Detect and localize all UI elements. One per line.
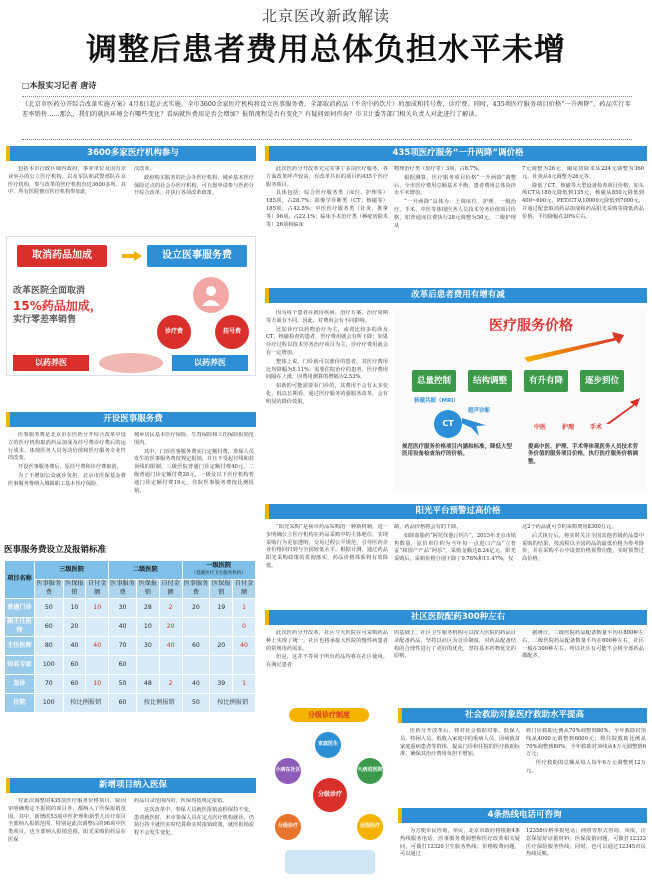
table-row-header: 知名专家 (5, 656, 35, 675)
table-group-header: 二级医院 (109, 561, 182, 580)
s1-col1: 包括本市行政区域内政府、事业单位及国有企业举办的公立医疗机构，以及军队和武警部队在京医疗机构，参与改革的医疗机构有近3600多所。其中，所有医院便宜医疗机构参加此 (8, 166, 126, 196)
table-cell (210, 656, 233, 675)
table-cell: 50 (35, 599, 64, 618)
table-cell: 10 (63, 599, 86, 618)
table-cell: 2 (159, 599, 182, 618)
s8-col1: 对此次调整的435项医疗服务价格项目，除因审明确规定不报销的项目外，都纳入了医保报销范围。其中，新增的53项中医护理和新型儿诊疗项目全部纳入报销范围，特别是此次调整后的96项中医类项目，也全部纳入报销范围。阳光采购的药品在医保 (8, 798, 126, 843)
table-subheader: 自付金额 (86, 580, 109, 599)
s9-col1: 为方便市民咨询，举民，北京市政府将根据4条热线服务电话，医事服务费调整和医疗改革相关疑问，可拨打12320卫生服务热线；价格收费问题，可以通过 (400, 828, 520, 858)
table-group-header: 三级医院 (35, 561, 109, 580)
table-cell: 28 (136, 599, 159, 618)
price-infographic (394, 310, 646, 490)
table-row (5, 675, 256, 694)
nursing-label: 护理 (562, 424, 575, 431)
reform-infographic (6, 236, 256, 376)
table-cell: 39 (210, 675, 233, 694)
table-cell: 1 (233, 599, 256, 618)
table-cell: 19 (210, 599, 233, 618)
table-cell (136, 656, 159, 675)
trend-arrow-icon (524, 332, 624, 362)
table-cell: 1 (233, 675, 256, 694)
section-title-cost-change: 改革后患者费用有增有减 (265, 288, 647, 303)
price-infographic-title: 医疗服务价格 (489, 318, 573, 334)
graded-center-badge: 分级诊疗 (313, 778, 347, 812)
table-cell: 80 (35, 637, 64, 656)
byline: □本报实习记者 唐诗 (22, 81, 97, 90)
table-cell (233, 656, 256, 675)
table-cell: 60 (109, 656, 137, 675)
graded-care-title: 分级诊疗制度 (289, 708, 369, 722)
fee-badge-registration: 挂号费 (215, 315, 249, 349)
right-label: 以药养医 (172, 355, 248, 371)
table-cell: 按比例报销 (136, 694, 182, 713)
doctor-icon (193, 277, 229, 313)
caption-left: 规范医疗服务价格项目内涵和标准，降低大型医用设备检查治疗的价格。 (402, 444, 513, 458)
table-cell: 0 (233, 618, 256, 637)
s4-col1: 因为每个患者在就诊疾病、治疗方案、治疗周期等方面有不同，因此，对费用会有不同影响。 比如诊疗以药物治疗为主，或者比较多的涉及CT、核磁检查的患者，医疗费用就会有所下降；如果诊疗过程以技术劳务治疗项目为主，诊疗疗费用就会有一定增加。 整体上说，门诊就可以涨价的患者，其医疗费用比均降幅为5.11%；需要住院治疗的患者，医疗费用间隔在上涨，因费用测算的增幅为2.53%。 如新的可能需要看门诊的，其费用不会有太多变化，低以长期看，通过医疗服务的强服务改革，会有明显的降价效果。 (266, 310, 388, 405)
balance-icon (99, 353, 163, 373)
lead-box (22, 96, 632, 140)
s3-col1: 医事服务费是北京市在医药分开综合改革中设立的医疗机构取消药品加成及挂号费诊疗费后的运行成本，体现医务人员劳动价值和医疗服务专业性的改变。 开设医事服务费后，原挂号费和诊疗费取消。 为了不增加公众就诊负担，北京市医保基金将医事服务费纳入城镇职工基本医疗保险、 (8, 432, 126, 487)
mri-label: 核磁共振（MRI） (414, 398, 459, 404)
up-arrow-icon (606, 398, 640, 424)
table-cell (86, 618, 109, 637)
surgery-label: 手术 (590, 424, 603, 431)
table-subheader: 医保报销 (136, 580, 159, 599)
table-cell: 按比例报销 (63, 694, 109, 713)
headline: 调整后患者费用总体负担水平未增 (86, 32, 566, 68)
table-cell: 30 (109, 599, 137, 618)
graded-care-graphic (265, 702, 393, 882)
city-skyline-icon (285, 850, 375, 874)
price-step-2: 结构调整 (468, 370, 512, 392)
price-step-1: 总量控制 (412, 370, 456, 392)
table-cell: 48 (136, 675, 159, 694)
section-title-insurance: 新增项目纳入医保 (6, 778, 256, 793)
table-cell: 40 (159, 637, 182, 656)
table-cell: 2 (159, 675, 182, 694)
section-title-435: 435项医疗服务“一升两降”调价格 (265, 146, 647, 161)
table-subheader: 医保报销 (63, 580, 86, 599)
table-cell: 50 (109, 675, 137, 694)
table-cell: 30 (136, 637, 159, 656)
caption-right: 提高中医、护理、手术等体现医务人员技术劳务价值的服务项目价格，执行医疗服务价格调整。 (528, 444, 639, 465)
table-cell: 60 (35, 618, 64, 637)
table-subheader: 自付金额 (233, 580, 256, 599)
table-cell: 70 (35, 675, 64, 694)
s1-col2: 次改革。 政府购买服务的社会办医疗机构，城乡基本医疗保险定点的社会办医疗机构，可自愿申请参与医药分开综合改革，并执行各项改革政策。 (134, 166, 254, 197)
tcm-label: 中医 (534, 424, 547, 431)
section-title-sunshine: 阳光平台预警过高价格 (265, 504, 647, 519)
section-title-assistance: 社会救助对象医疗救助水平提高 (398, 708, 647, 723)
table-subheader: 自付金额 (159, 580, 182, 599)
down-arrow-icon (462, 418, 486, 436)
s5-col1: “阳光采购”是我市药品采购的一种新机制，进一步明确公立医疗机构在药品采购中的主体地位，实现采购行为更加透明、交易过程公平规范，引导医药企业价格回归到与全国较低水平。根据计测，通过药品阳光采购政策的贯彻落实，药品价格体系将有效降低。 (266, 524, 388, 569)
table-cell: 60 (182, 637, 210, 656)
fee-badge-diagnosis: 诊疗费 (157, 315, 191, 349)
table-subheader: 医事服务费 (182, 580, 210, 599)
s6-col2: 的基础上，社区卫生服务机构可以按大医院的药品目录配备药品，坚持以社区为首诊制度，对药品配备结构的合理性进行了更好的优化，坚持基本药物优先的原则。 (394, 630, 516, 660)
price-step-4: 逐步到位 (580, 370, 624, 392)
table-row-header: 普通门诊 (5, 599, 35, 618)
section-title-service-fee: 开设医事服务费 (6, 412, 256, 427)
arrow-icon (122, 251, 142, 261)
table-cell (210, 618, 233, 637)
table-cell: 按比例报销 (210, 694, 256, 713)
table-subheader: 医事服务费 (109, 580, 137, 599)
section-title-3600: 3600多家医疗机构参与 (6, 146, 256, 161)
table-cell (86, 656, 109, 675)
section-title-hotline: 4条热线电话可咨询 (398, 808, 647, 823)
s3-col2: 城乡居民基本医疗保险、生育保险和工伤保险报销范围内。 其中，门诊医事服务费实行定额付费，参保人员发生的医事服务费按规定报销，并且不受起付线和封顶线的限制。三级医院普通门诊定额付费40元，二级普通门诊定额付费28元，一级及以下医疗机构普通门诊定额付费19元。住院医事服务费按比例报销。 (134, 432, 254, 494)
s8-col2: 药品目录范围内的，医保均按规定报销。 这次改革中，参保人员就医报销流程保持不变，患者就医时，本市参保人员在定点医疗机构就诊，仍执行持卡就医实时结算和实时报销政策，就医报销流程不会发生变化。 (134, 798, 254, 837)
table-cell: 40 (109, 618, 137, 637)
table-corner: 项目名称 (5, 561, 35, 599)
price-step-3: 有升有降 (524, 370, 568, 392)
table-cell: 40 (233, 637, 256, 656)
table-cell: 20 (159, 618, 182, 637)
s6-col1: 此次医药分开改革，社区与大医院在可采购药品种上实现了统一。社区也将承接大医院的慢性病患者的常规用药需求。 但是，这并不等同于所有药品均将在社区使用。在满足患者 (266, 630, 388, 669)
s9-col2: 12358价格举报电话；网络等形式咨询、举报，注意保留好证据材料；医保报销问题，可拨打12333医疗保险服务热线；同时，也可以通过12345市民热线反映。 (526, 828, 646, 858)
table-cell: 50 (182, 694, 210, 713)
s5-col3: 这2个药品就可节约采购费用8300万元。 后式执行后，将实时关注全国其他省级药品集中采购的结果，按流程以全国药品的最低价格为参考降价，并在采购平台中设置价格预警功能，实时预警过高价格。 (522, 524, 644, 563)
table-row-header: 主任医师 (5, 637, 35, 656)
ultrasound-label: 超声诊断 (468, 408, 491, 414)
lead-text: 《北京市医药分开综合改革实施方案》4月8日起正式实施，全市3600余家医疗机构将设立医事服务费，全部取消药品（不含中药饮片）的加成和挂号费、诊疗费。同时，435项医疗服务项目价格“一升两降”、药品实行零差率销售……那么，我们的就医环境会有哪些变化？看病就医费用是否会增加？报销流程是否有变化？有疑问如何咨询？市卫计委等部门相关负责人对此进行了解读。 (22, 101, 631, 118)
table-cell: 60 (63, 656, 86, 675)
s2-col3: 7元调整为26元，阑尾切除术从234元调整为360元，针灸从4元调整为26元等。 降低了CT、核磁等大型设备检查项目价格，如头颅CT从180元降低到135元，核磁从850元降低到400~600元，PET/CT从10000元降低到7000元，并通过配套取消药品加成和药品阳光采购等降低药品价格，平均降幅在20%左右。 (522, 166, 644, 220)
table-cell (182, 618, 210, 637)
section-title-community: 社区医院配药300种左右 (265, 610, 647, 625)
table-cell: 10 (136, 618, 159, 637)
table-title: 医事服务费设立及报销标准 (4, 545, 107, 555)
setup-fee-label: 设立医事服务费 (147, 245, 247, 267)
s5-col2: 制，药品价格将会有的下降。 如降血脂药“阿托伐他汀钙片”，2015年北京市销售数量，原价单位约为当年每一点进口产品“立普妥”和国产产品“阿乐”，采购金额达8.24亿元。阳光采购后，采购价格分别下降了9.76%和11.47%，仅 (394, 524, 516, 563)
table-row (5, 599, 256, 618)
table-cell: 20 (210, 637, 233, 656)
table-cell: 60 (63, 675, 86, 694)
table-row (5, 618, 256, 637)
table-cell: 40 (86, 637, 109, 656)
table-cell: 10 (86, 675, 109, 694)
table-cell: 10 (86, 599, 109, 618)
table-cell: 100 (35, 694, 64, 713)
graded-item: 远程医疗 (357, 814, 383, 840)
table-group-header: 一级医院 （基础医疗卫生服务机构） (182, 561, 256, 580)
table-subheader: 医事服务费 (35, 580, 64, 599)
graded-item: 分级诊疗 (275, 814, 301, 840)
left-label: 以药养医 (13, 355, 89, 371)
table-cell: 40 (182, 675, 210, 694)
graded-item: 家庭医生 (315, 732, 341, 758)
table-cell: 100 (35, 656, 64, 675)
table-cell: 60 (109, 694, 137, 713)
ct-badge: CT (434, 410, 462, 438)
table-row-header: 急诊 (5, 675, 35, 694)
s7-col2: 将门诊救助比例从70%调整到80%，全年救助封顶线从4000元调整到6000元；将住院救助比例从70%调整到80%，全年救助封顶线从4万元调整到6万元； 医疗救助的总额从每人每年6万元调整到12万元。 (526, 728, 646, 774)
table-cell (159, 656, 182, 675)
fee-table (4, 560, 256, 713)
s2-col2: 物理治疗类（放疗等）3项，占6.7%。 根据测算，医疗服务项目价格“一升两降”调整后，全市医疗费用总额基本平衡，患者费用总体负担水平未增加。 “一升两降”具体为：上调床位、护理、一般治疗、手术、中医等体现医务人员技术劳务价值项目价格，如普通床位费执行28元调整为50元，二级护理从 (394, 166, 516, 229)
s2-col1: 此次医药分开改革先完实事了多项医疗服务，各方面改革呼声较高，有改革共识的项目约435个医疗服务项目。 具体包括：综合医疗服务类（床位、护理等）185项，占28.7%；影像学诊断类（CT、核磁等）185项，占42.5%；中医医疗服务类（针灸、推拿等）96项，占22.1%；临床手术治疗类（褥疮切除术等）26项和临床 (266, 166, 388, 228)
table-subheader: 医保报销 (210, 580, 233, 599)
table-row-header: 住院 (5, 694, 35, 713)
kicker: 北京医改新政解读 (261, 7, 390, 25)
table-cell (182, 656, 210, 675)
graded-item: 大病进医院 (357, 758, 383, 784)
table-row (5, 694, 256, 713)
cancel-markup-label: 取消药品加成 (17, 245, 107, 267)
table-cell: 70 (109, 637, 137, 656)
table-row (5, 637, 256, 656)
table-cell: 20 (63, 618, 86, 637)
table-cell: 40 (63, 637, 86, 656)
table-cell: 20 (182, 599, 210, 618)
table-row-header: 副主任医师 (5, 618, 35, 637)
reform-statement: 改革医院全面取消 15%药品加成， 实行零差率销售 (13, 286, 102, 326)
table-row (5, 656, 256, 675)
s6-col3: 据统计，三级医院药品配备数量平均在800种左右，二级医院药品配备数量平均在600种左右，社区一般在300种左右，所以社区有可能不会将全部药品都配齐。 (522, 630, 644, 660)
s7-col1: 医药分开改革后，将对社会救助对象、低保人员、特困人员、低收入家庭中的重病人员、因病致贫家庭重病患者等群体，提高门诊和住院的医疗救助标准，确保其治疗费用负担不增加。 (400, 728, 520, 758)
graded-item: 小病在社区 (275, 758, 301, 784)
